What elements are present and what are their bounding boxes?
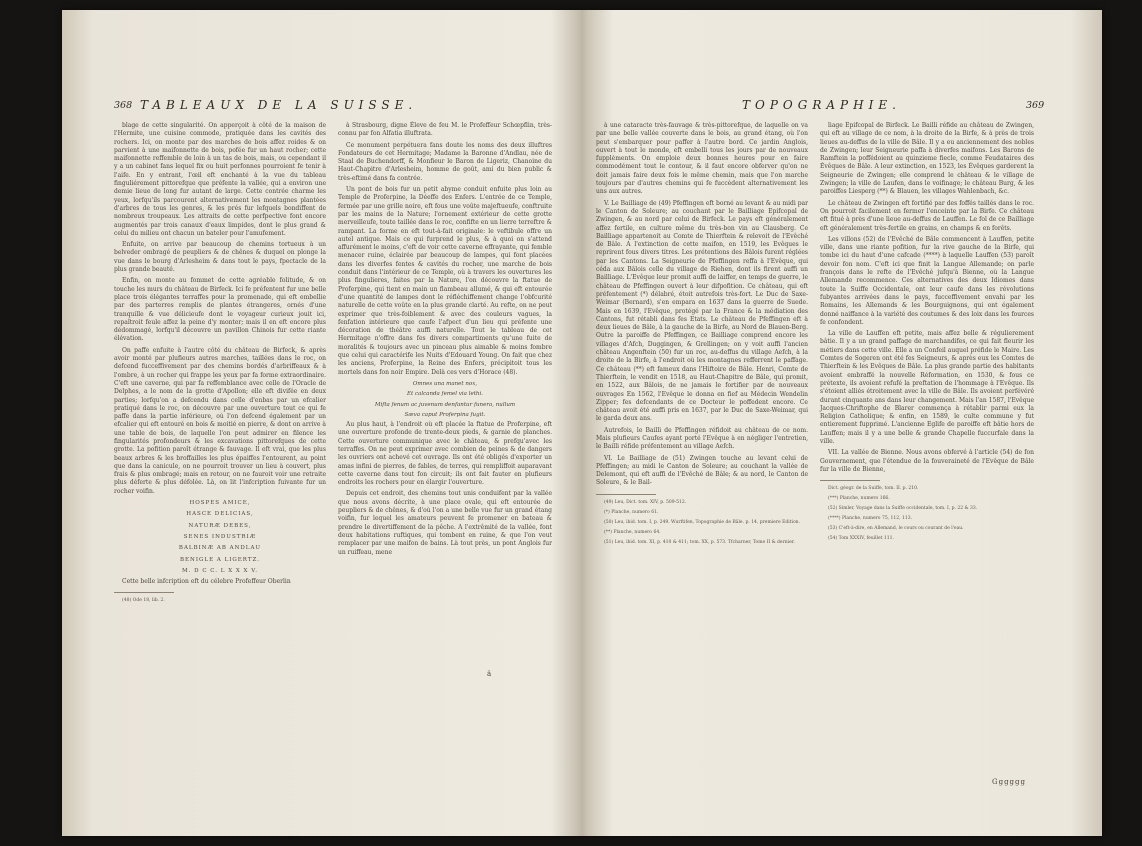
paragraph: Les villons (52) de l'Evêché de Bâle commencent à Lauffen, petite ville, dans une riante pofition, fur la rive gauche de la Birfe, qui tombe ici du haut d'une cafcade (****) à laquelle Lauffen (53) paroît devoir fon nom. C'eft ici que finit la Langue Allemande; on parle françois dans le refte de l'Evêché jufqu'à Bienne, où la Langue Allemande recommence. Ces alternatives des deux Idiomes dans toute la Suiffe Occidentale, ont leur caufe dans les révolutions fubyantes arrivées dans le pays, fucceffivement envahi par les Romains, les Allemands & les Bourguignons, qui ont également donné naiffance à la variété des coutumes & des loix dans les fources fe confondent. [820,235,1034,326]
inscription-line: BALBINÆ AB ANDLAU [178,545,262,552]
verse-line: Et calcanda femel via lethi. [407,391,483,398]
running-title-right: TOPOGRAPHIE. [742,98,901,112]
footnote: (53) C'eft-à-dire, en Allemand, le cours ou courant de l'eau. [828,526,964,532]
page-number-right: 369 [1026,100,1045,111]
paragraph: à Strasbourg, digne Éleve de feu M. le Profeffeur Schœpflin, très-connu par fon Alfatia illuftrata. [338,122,552,138]
paragraph: Cette belle infcription eft du célebre Profeffeur Oberlin [122,578,291,586]
paragraph: liage Epifcopal de Birfeck. Le Bailli réfide au château de Zwingen, qui eft au village de ce nom, à la droite de la Birfe, & à près de trois lieues au-deffus de la ville de Bâle. Il y a eu anciennement des nobles de Zwingen; leur Seigneurie paffa à diverfes maifons. Les Barons de Ramftein la poffédoient au quinzieme fiecle, comme Feudataires des Évêques de Bâle. A leur extinction, en 1523, les Évêques garderent la Seigneurie de Zwingen; elle comprend le château & le village de Zwingen; la ville de Laufen, dans le voifinage; le château Burg, & les paroiffes Liesperg (**) & Blauen, les villages Wahlenbach, &c. [820,122,1034,196]
inscription-line: M. D C C. L X X X V. [182,567,258,574]
paragraph: Enfuite, on arrive par beaucoup de chemins tortueux à un belveder ombragé de peupliers & de chênes & duquel on plonge la vue dans le bourg d'Arlesheim & dans tout le pays, fpectacle de la plus grande beauté. [114,241,326,274]
footnote: Dict. géogr. de la Suiffe, tom. II. p. 210. [828,486,919,492]
open-book [62,10,1102,836]
footnote-rule [596,494,656,495]
right-column-2 [820,122,1034,545]
footnote: (****) Planche, numero 75, 112, 113. [828,516,913,522]
paragraph: La ville de Lauffen eft petite, mais affez belle & régulierement bâtie. Il y a un grand paffage de marchandifes, ce qui fait fleurir les métiers dans cette ville. Elle a un Confeil auquel préfide le Maire. Les Comtes de Sogeren ont été fes Seigneurs, & après eux les Comtes de Thierftein & les Evêques de Bâle. La plus grande partie des habitants avoient embraffé la nouvelle Réformation, en 1530, & fous ce prétexte, ils avoient refufé la preftation de l'hommage à l'Evêque. Ils s'étoient alliés étroitement avec la ville de Bâle. Ils avoient perfévéré durant cinquante ans dans leur changement. Mais l'an 1587, l'Evêque Jacques-Chriftophe de Blarer commença à rétablir parmi eux la Religion Catholique; & enfin, en 1589, le culte commune y fut entierement fupprimé. L'ancienne Eglife de paroiffe eft bâtie hors de Lauffen; mais il y a une belle & grande Chapelle fuccurfale dans la ville. [820,330,1034,445]
running-head-right [582,98,1102,120]
footnote-rule [114,592,174,593]
signature-mark-left: ä [487,670,493,678]
paragraph: Autrefois, le Bailli de Pfeffingen réfidoit au château de ce nom. Mais plufieurs Caufes ayant porté l'Evêque à en négliger l'entretien, le Bailli réfide préfentement au village Aefch. [596,426,808,451]
footnote: (49) Leu, Dict. tom. XIV, p. 509-512. [604,499,687,505]
inscription-line: HASCE DELICIAS, [186,511,254,518]
footnote: (*) Planche, numero 61. [604,509,659,515]
paragraph: Le château de Zwingen eft fortifié par des foffés taillés dans le roc. On pourroit facilement en fermer l'enceinte par la Birfe. Ce château eft fitué à près d'une lieue au-deffus de Lauffen. Le fol de ce Bailliage eft généralement très-fertile en grains, en champs & en forêts. [820,199,1034,232]
footnote-rule [820,480,880,481]
paragraph: On paffe enfuite à l'autre côté du château de Birfeck, & après avoir monté par plufieurs autres marches, taillées dans le roc, on defcend fucceffivement par des chemins bordés d'arbriffeaux & à l'ombre, à un rocher qui frappe les yeux par fa forme extraordinaire. C'eft une caverne, qui par fa reffemblance avec celle de l'Oracle de Delphes, a le nom de la grotte d'Apollon; elle eft divifée en deux parties; lorfqu'on a defcendu dans celle d'enbas par un efcalier pratiqué dans le roc, on découvre par une ouverture tout ce qui fe paffe dans la partie inférieure, où l'on defcend également par un efcalier qui eft entouré en bois & moitié en pierre, & dont on arrive à une table de bois, de laquelle l'on peut admirer en filence les fingularités profondeurs & les excavations pittorefques de cette grotte. La pofition paroît étrange & fauvage. Il eft vrai, que les plus beaux arbres & les broffailles les plus épaiffes l'entourent, au point que dans la canicule, on ne pourroit trouver un lieu à couvert, plus frais & plus ombragé; mais en retour, on ne fauroit voir une retraite plus déferte & plus défolée. Là, on lit l'infcription fuivante fur un rocher voifin. [114,346,326,495]
inscription-line: SENES INDUSTRIÆ [183,533,257,540]
paragraph: Enfin, on monte au fommet de cette agréable folitude, & on touche les murs du château de Birfeck. Ici fe préfentent fur une belle place trois élégantes terraffes pour la promenade, qui eft embellie par des parterres remplis de plantes étrangeres, ornés d'une tranquille & vue délicieufe dont le voyageur curieux jouit ici, repaîtroit feule affez la peine d'y monter; mais il en eft encore plus dédommagé, lorfqu'il découvre un pavillon Chinois fur cette riante élévation. [114,277,326,343]
verse-line: Mifta fenum ac juvenum denfantur funera, nullum [374,401,516,408]
paragraph: VI. Le Bailliage de (51) Zwingen touche au levant celui de Pfeffingen; au midi le Canton de Soleure; au couchant la vallée de Delemont, qui eft auffi de l'Evêché de Bâle; & au nord, le Canton de Soleure, & le Bail- [596,454,808,487]
paragraph: blage de cette singularité. On apperçoit à côté de la maison de l'Hermite, une cuisine commode, pratiquée dans les cavités des rochers. Ici, on monte par des marches de bois affez roides & on parvient à une maifonnette de bois, pofée fur un haut rocher; cette maifonnette reffemble de loin à un tas de bois, mais, ou cependant il y a un cabinet fans lequel fix ou huit perfonnes pourroient fe tenir à l'aife. En y entrant, l'œil eft enchanté à la vue du tableau finguliérement pittorefque que préfente la vallée, qui a environ une demie lieue de long fur autant de large. Cette contrée charme les yeux, lorfqu'ils parcourent alternativement les montagnes plantées d'arbres de tous les genres, & les prés fur lefquels bondiffent de nombreux troupeaux. Les attraits de cette perfpective font encore augmentés par trois canaux d'eaux limpides, dont le plus grand & celui du milieu ont chacun un bateler pour l'amufement. [114,122,326,237]
right-column-1 [596,122,808,549]
footnote: (48) Ode 18, lib. 2. [122,598,165,604]
signature-mark-right: Gggggg [992,778,1026,786]
running-head-left [62,98,577,120]
footnote: (50) Leu, ibid. tom. I, p. 249. Wurftifen, Topographie de Bâle. p. 14, premiere Edition. [604,519,800,525]
left-page [62,10,577,836]
right-page [582,10,1102,836]
paragraph: Ce monument perpétuera fans doute les noms des deux illuftres Fondateurs de cet Hermitage; Madame la Baronne d'Andlau, née de Staal de Buchendorff, & Monfieur le Baron de Ligeriz, Chanoine du Haut-Chapitre d'Arlesheim, homme de goût, ami du bien public & très-eftimé dans fa contrée. [338,141,552,182]
footnote: (**) Planche, numero 64. [604,529,661,535]
paragraph: V. Le Bailliage de (49) Pfeffingen eft borné au levant & au midi par le Canton de Soleure; au couchant par le Bailliage Epifcopal de Zwingen, & au nord par celui de Birfeck. Le pays eft généralement affez fertile, en culture même du très-bon vin au Clausberg. Ce Bailliage appartenoit au Comte de Thierftein & relevoit de l'Evêché de Bâle. A l'extinction de cette maifon, en 1519, les Evêques le reprirent fous divers titres. Les prétentions des Bâlois furent réglées par les Cantons. La Seigneurie de Pfeffingen reffa à l'Evêque, qui céda aux Bâlois celle du village de Riehen, dont ils firent auffi un Bailliage. L'Evêque leur promit auffi de laiffer, en temps de guerre, le château de Pfeffingen ouvert à leur difpofition. Ce château, qui eft préfentement (*) délabré, étoit autrefois très-fort. Le Duc de Saxe-Weimar (Bernard), s'en empara en 1637 dans la guerre de Suede. Mais en 1639, l'Evêque, protégé par la France & la médiation des Cantons, fut rétabli dans fes Etats. Le château de Pfeffingen eft à deux lieues de Bâle, à la gauche de la Birfe, au Nord de Blauen-Berg. Outre la paroiffe de Pfeffingen, ce Bailliage comprend encore les villages d'Afch, Duggingen, & Grellingen; on y voit auffi l'ancien château Angenftein (50) fur un roc, au-deffus du village Aefch, à la droite de la Birfe, à l'endroit où les montagnes refferrent le paffage. Ce château (**) eft fameux dans l'Hiftoire de Bâle. Henri, Comte de Thierftein, le vendit en 1518, au Haut-Chapitre de Bâle, qui promit, en 1522, aux Bâlois, de ne jamais le fortifier par de nouveaux ouvrages En 1562, l'Evêque le donna en fief au Médecin Wendelin Zipper; fes defcendants de ce Docteur le poffedent encore. Ce château avoit été auffi pris en 1637, par le Duc de Saxe-Weimar, qui le garda deux ans. [596,199,808,423]
footnote: (52) Simler, Voyage dans la Suiffe occidentale, tom. I, p. 22 & 33. [828,506,978,512]
paragraph: Au plus haut, à l'endroit où eft placée la ftatue de Proferpine, eft une ouverture profonde de trente-deux pieds, & garnie de planches. Cette ouverture communique avec le château, & prefqu'avec les terraffes. On ne peut exprimer avec combien de peines & de dangers les ouvriers ont achevé cet ouvrage. Ils ont été obligés d'exporter un amas infini de pierres, de fables, de terres, qui rempliffoit auparavant cette caverne dans tout fon circuit; ils ont fait fauter en plufieurs endroits les rochers pour en élargir l'ouverture. [338,421,552,487]
footnote: (51) Leu, ibid. tom. XI, p. 410 & 411; tom. XX, p. 573. Tfcharner, Tome II & dernier. [604,539,795,545]
paragraph: Un pont de bois fur un petit abyme conduit enfuite plus loin au Temple de Proferpine, la Déeffe des Enfers. L'entrée de ce Temple, fermée par une grille noire, eft fous une voûte majeftueufe, conftruite par les mains de la Nature; l'ornement extérieur de cette grotte merveilleufe, toute taillée dans le roc, confifte en un lierre terreftre & rampant. La forme en eft tout-à-fait originale: le veftibule offre un autel antique. Mais ce qui furprend le plus, & à quoi on s'attend affurément le moins, c'eft de voir cette caverne effrayante, qui femble menacer ruine, éclairée par beaucoup de lampes, qui font placées dans les diverfes fentes & cavités du rocher, une marche de bois conduit dans l'intérieur de ce Temple, où à travers les ouvertures les plus fingulieres, faites par la Nature, l'on découvre la ftatue de Proferpine, qui tient en main un flambeau allumé, & qui eft entourée d'une quantité de lampes dont le réfléchiffement change l'obfcurité naturelle de cette voûte en la plus grande clarté. Au refte, on ne peut exprimer que très-foiblement & avec des couleurs vagues, la fenfation intérieure que caufe l'afpect d'un lieu qui préfente une décoration de théâtre auffi naturelle. Tout le tableau de cet Hermitage n'offre dans fes divers compartiments qu'une fuite de moralités & toujours avec un pinceau plus aimable & moins fombre que celui qui caractérife les Nuits d'Edouard Young. On fait que chez les anciens, Proferpine, la Reine des Enfers, précipitoit tous les mortels dans fon noir Empire. Delà ces vers d'Horace (48). [338,186,552,376]
paragraph: Depuis cet endroit, des chemins tout unis conduifent par la vallée que nous avons décrite, à une place ovale, qui eft entourée de peupliers & de chênes, & d'où l'on a une belle vue fur un grand étang voifin, fur lequel les amateurs peuvent fe promener en bateau & prendre le divertiffement de la pêche. A l'extrêmité de la vallée, font deux habitations ruftiques, qui tombent en ruine, & que l'on veut remplacer par une maifon de bains. Là tout près, un pont Anglois fur un ruiffeau, mene [338,490,552,556]
running-title-left: TABLEAUX DE LA SUISSE. [140,98,418,112]
inscription-line: BENIGLE A LIGERTZ. [180,556,260,563]
inscription-line: NATURÆ DEBES, [188,522,252,529]
left-column-1 [114,122,326,607]
inscription-line: HOSPES AMICE, [189,500,251,507]
paragraph: à une cataracte très-fauvage & très-pittorefque, de laquelle on va par une belle vallée couverte dans le bois, au grand étang, où l'on peut s'embarquer pour paffer à l'autre bord. Ce jardin Anglois, ouvert à tout le monde, eft embelli tous les jours par de nouveaux fuppléments. On emploie deux bonnes heures pour en faire commodément tout le contour, & il faut encore obferver qu'on ne doit jamais faire deux fois le même chemin, mais que l'on marche toujours par d'autres chemins qui fe fuccèdent alternativement les uns aux autres. [596,122,808,196]
footnote: (***) Planche, numero 166. [828,496,890,502]
footnote: (54) Tom XXXIV, feuillet 111. [828,536,894,542]
verse-line: Sæva caput Proferpina fugit. [404,411,486,418]
page-number-left: 368 [114,100,133,111]
left-column-2 [338,122,552,560]
paragraph: VII. La vallée de Bienne. Nous avons obfervé à l'article (54) de fon Gouvernement, que l'étendue de la fouveraineté de l'Evêque de Bâle fur la ville de Bienne, [820,449,1034,473]
verse-line: Omnes una manet nox, [412,380,478,387]
